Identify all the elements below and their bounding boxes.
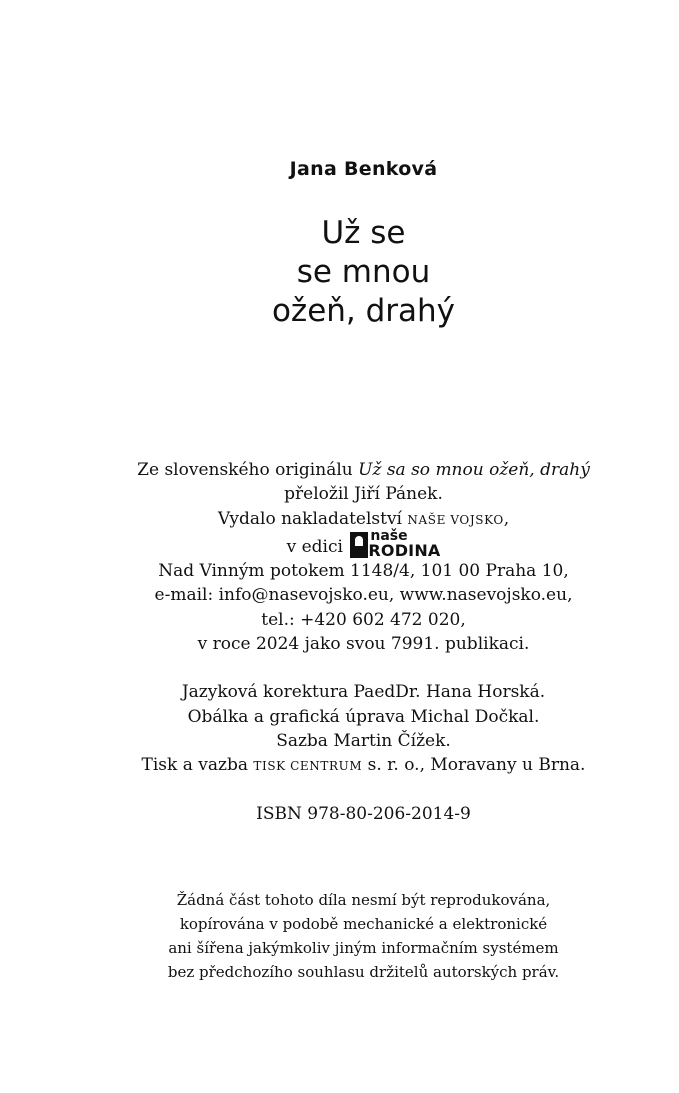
spacer bbox=[0, 656, 679, 680]
original-title: Už sa so mnou ožeň, drahý bbox=[358, 460, 590, 480]
imprint-text: Tisk a vazba bbox=[141, 755, 254, 776]
printer-line bbox=[0, 753, 679, 778]
year-line: v roce 2024 jako svou 7991. publikaci. bbox=[197, 634, 530, 655]
imprint-text: Vydalo nakladatelství bbox=[217, 508, 408, 529]
nase-rodina-logo bbox=[350, 527, 441, 560]
legal-line: ani šířena jakýmkoliv jiným informačním systémem bbox=[168, 939, 559, 957]
logo-word-top: naše bbox=[370, 527, 408, 544]
typesetting-line: Sazba Martin Čížek. bbox=[276, 730, 451, 751]
logo-mark-icon bbox=[350, 532, 368, 558]
title-line: ožeň, drahý bbox=[271, 293, 456, 329]
book-title bbox=[0, 214, 679, 331]
imprint-block bbox=[0, 458, 679, 826]
cover-design-line: Obálka a grafická úprava Michal Dočkal. bbox=[187, 706, 540, 727]
address-line: Nad Vinným potokem 1148/4, 101 00 Praha 10, bbox=[158, 561, 569, 582]
imprint-text: , bbox=[503, 508, 510, 529]
contact-line: e-mail: info@nasevojsko.eu, www.nasevojsko.eu, bbox=[154, 585, 573, 606]
phone-line: tel.: +420 602 472 020, bbox=[261, 609, 466, 630]
edition-line bbox=[0, 527, 679, 560]
publisher-line bbox=[0, 507, 679, 532]
title-line: se mnou bbox=[296, 254, 431, 290]
legal-line: kopírována v podobě mechanické a elektronické bbox=[179, 915, 548, 933]
proofreading-line: Jazyková korektura PaedDr. Hana Horská. bbox=[181, 682, 546, 703]
translator-line: přeložil Jiří Pánek. bbox=[284, 484, 443, 505]
publisher-name: NAŠE VOJSKO bbox=[407, 512, 504, 527]
title-line: Už se bbox=[321, 215, 406, 251]
logo-word-bottom: RODINA bbox=[368, 540, 441, 560]
legal-line: bez předchozího souhlasu držitelů autorských práv. bbox=[167, 963, 560, 981]
printer-name: TISK CENTRUM bbox=[253, 759, 363, 774]
imprint-text: Ze slovenského originálu bbox=[137, 460, 359, 480]
imprint-original-line bbox=[0, 458, 679, 482]
copyright-notice bbox=[0, 888, 679, 984]
legal-line: Žádná část tohoto díla nesmí být reprodukována, bbox=[176, 891, 551, 909]
imprint-text: s. r. o., Moravany u Brna. bbox=[362, 755, 586, 776]
imprint-text: v edici bbox=[286, 536, 343, 557]
author-name: Jana Benková bbox=[289, 158, 438, 180]
isbn: ISBN 978-80-206-2014-9 bbox=[256, 803, 471, 824]
